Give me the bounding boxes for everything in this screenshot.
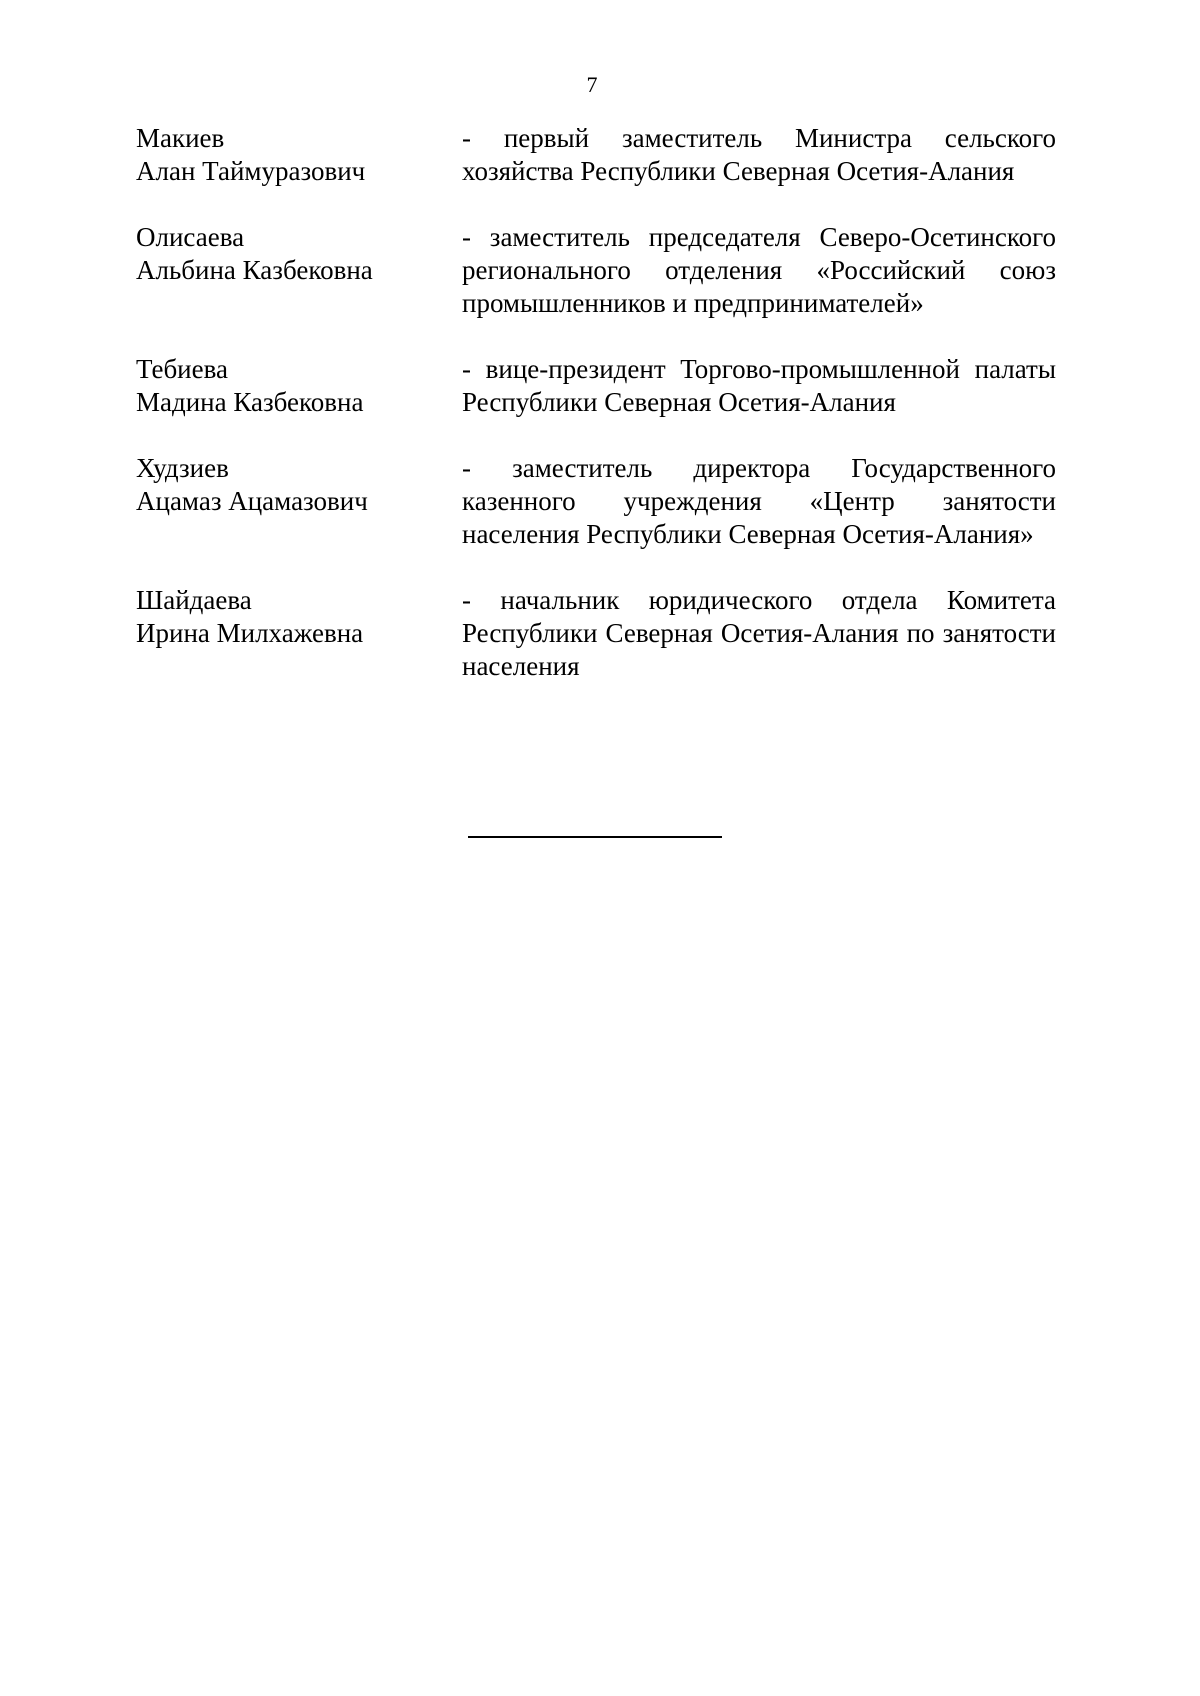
member-name [136, 122, 462, 188]
member-position: - заместитель директора Государственного казенного учреждения «Центр занятости населения Республики Северная Осетия-Алания» [462, 453, 1056, 549]
member-surname: Шайдаева [136, 585, 252, 615]
member-name [136, 452, 462, 518]
member-position: - начальник юридического отдела Комитета Республики Северная Осетия-Алания по занятости населения [462, 585, 1056, 681]
list-item [136, 584, 1056, 683]
member-surname: Тебиева [136, 354, 228, 384]
member-position: - первый заместитель Министра сельского хозяйства Республики Северная Осетия-Алания [462, 123, 1056, 186]
member-position: - вице-президент Торгово-промышленной палаты Республики Северная Осетия-Алания [462, 354, 1056, 417]
member-surname: Олисаева [136, 222, 245, 252]
member-given-names: Мадина Казбековна [136, 387, 364, 417]
member-given-names: Альбина Казбековна [136, 255, 373, 285]
member-name [136, 584, 462, 650]
closing-rule [468, 836, 722, 838]
list-item [136, 452, 1056, 551]
member-given-names: Алан Таймуразович [136, 156, 366, 186]
member-surname: Худзиев [136, 453, 229, 483]
list-item [136, 122, 1056, 188]
list-item [136, 353, 1056, 419]
member-name [136, 221, 462, 287]
member-list [136, 122, 1056, 683]
member-position: - заместитель председателя Северо-Осетинского регионального отделения «Российский союз промышленников и предпринимателей» [462, 222, 1056, 318]
list-item [136, 221, 1056, 320]
member-surname: Макиев [136, 123, 225, 153]
member-given-names: Ирина Милхажевна [136, 618, 364, 648]
member-name [136, 353, 462, 419]
member-given-names: Ацамаз Ацамазович [136, 486, 368, 516]
page-number: 7 [586, 72, 598, 97]
